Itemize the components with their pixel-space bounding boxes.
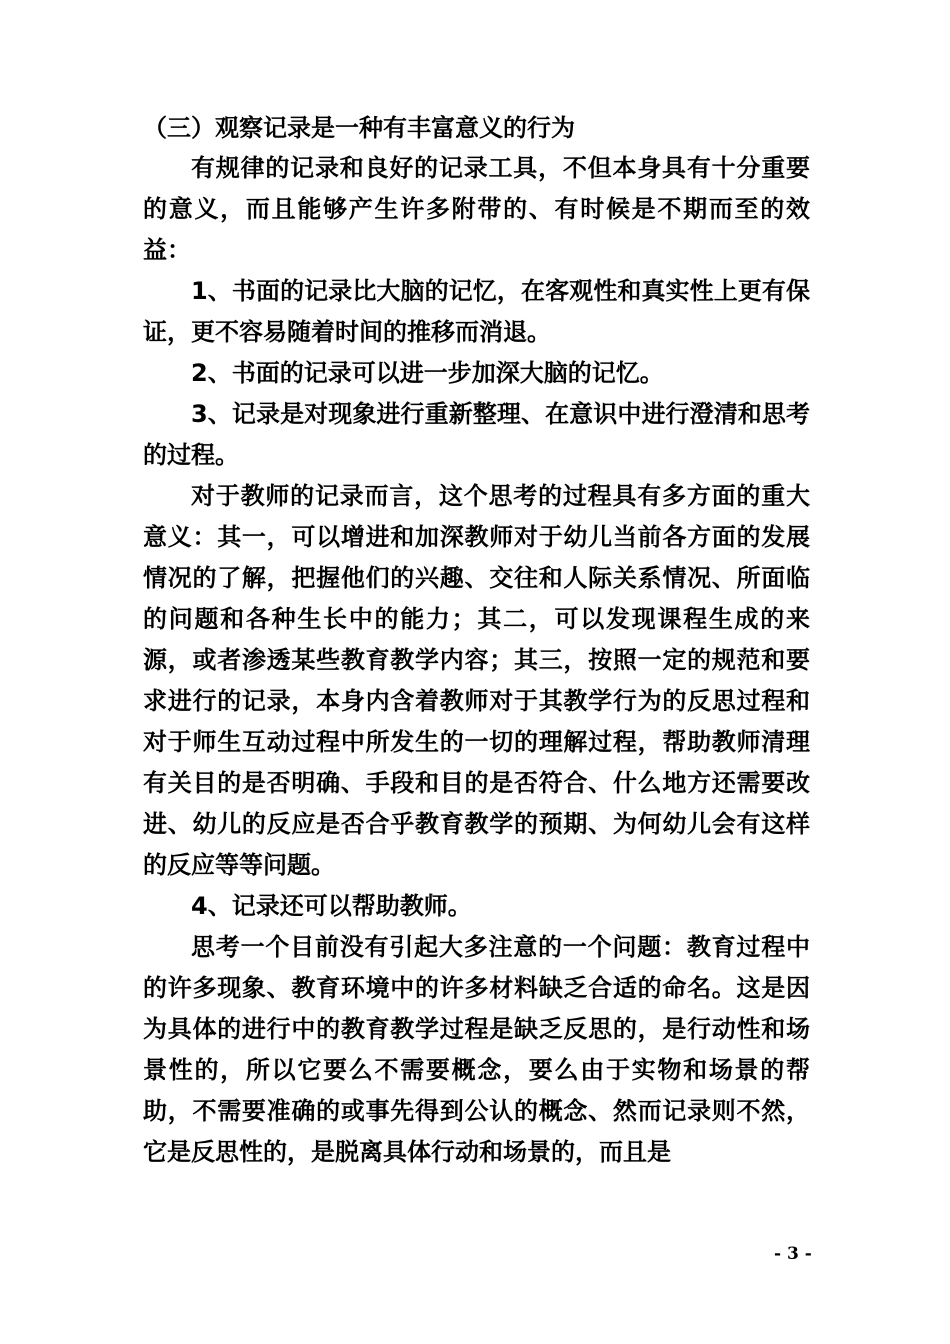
paragraph-point-3: 3、记录是对现象进行重新整理、在意识中进行澄清和思考的过程。 [143,400,810,469]
paragraph-teacher-significance: 对于教师的记录而言，这个思考的过程具有多方面的重大意义：其一，可以增进和加深教师对于幼儿当前各方面的发展情况的了解，把握他们的兴趣、交往和人际关系情况、所面临的问题和各种生长中的能力；其二，可以发现课程生成的来源，或者渗透某些教育教学内容；其三，按照一定的规范和要求进行的记录，本身内含着教师对于其教学行为的反思过程和对于师生互动过程中所发生的一切的理解过程，帮助教师清理有关目的是否明确、手段和目的是否符合、什么地方还需要改进、幼儿的反应是否合乎教育教学的预期、为何幼儿会有这样的反应等等问题。 [143,482,810,879]
paragraph-naming-problem: 思考一个目前没有引起大多注意的一个问题：教育过程中的许多现象、教育环境中的许多材料缺乏合适的命名。这是因为具体的进行中的教育教学过程是缺乏反思的，是行动性和场景性的，所以它要么不需要概念，要么由于实物和场景的帮助，不需要准确的或事先得到公认的概念、然而记录则不然，它是反思性的，是脱离具体行动和场景的，而且是 [143,933,810,1166]
paragraph-point-1: 1、书面的记录比大脑的记忆，在客观性和真实性上更有保证，更不容易随着时间的推移而消退。 [143,277,810,346]
section-heading: （三）观察记录是一种有丰富意义的行为 [143,114,575,142]
paragraph-point-2: 2、书面的记录可以进一步加深大脑的记忆。 [191,359,664,387]
paragraph-point-4: 4、记录还可以帮助教师。 [191,892,472,920]
page-number: - 3 - [774,1244,812,1264]
document-body [143,108,810,1173]
paragraph-intro: 有规律的记录和良好的记录工具，不但本身具有十分重要的意义，而且能够产生许多附带的、有时候是不期而至的效益： [143,154,810,264]
